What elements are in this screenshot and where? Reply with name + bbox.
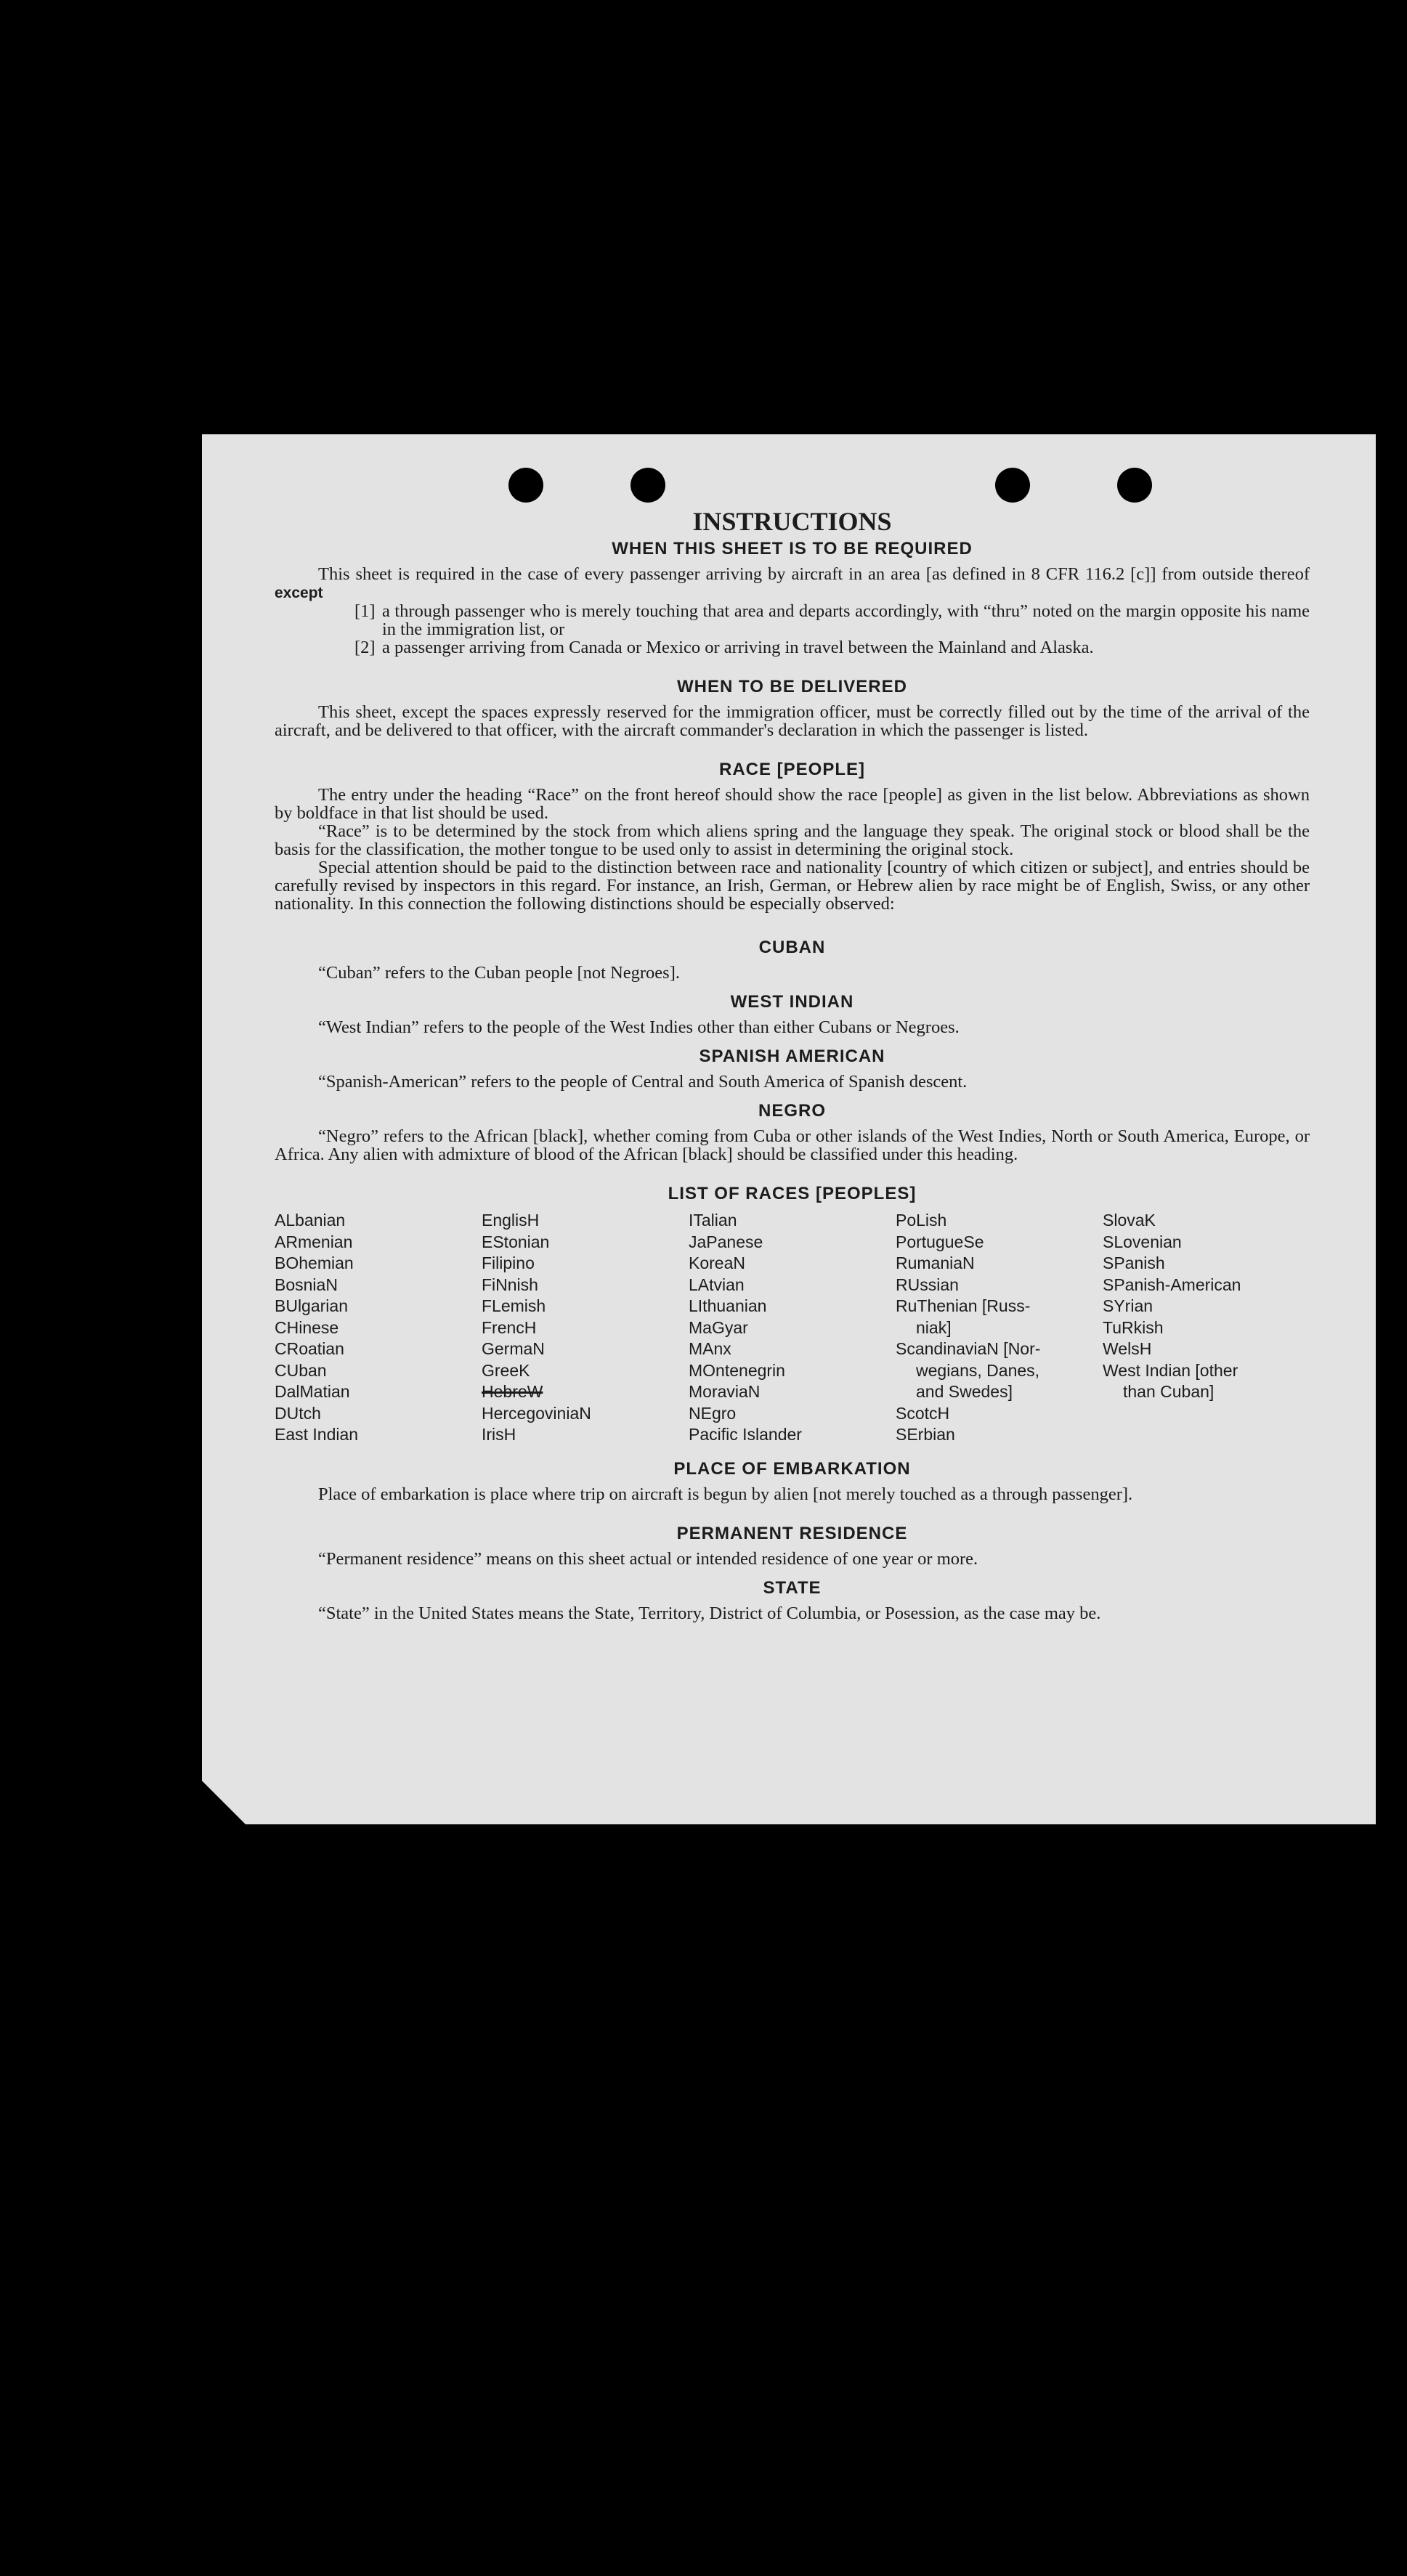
race-item: DalMatian bbox=[275, 1382, 350, 1401]
race-paragraph-3: Special attention should be paid to the distinction between race and nationality [country of which citizen or subject], and entries should be carefully revised by inspectors in this regard. For instance, an Irish, German, or Hebrew alien by race might be of English, Swiss, or any other nationality. In this connection the following distinctions should be especially observed: bbox=[275, 858, 1310, 914]
residence-paragraph: “Permanent residence” means on this sheet actual or intended residence of one year or more. bbox=[318, 1548, 978, 1569]
heading-state: STATE bbox=[763, 1577, 822, 1598]
race-item: CRoatian bbox=[275, 1339, 344, 1358]
required-text: This sheet is required in the case of every passenger arriving by aircraft in an area [as defined in 8 CFR 116.2 [c]] from outside thereof bbox=[318, 564, 1310, 584]
race-item: MoraviaN bbox=[689, 1382, 761, 1401]
race-item: JaPanese bbox=[689, 1232, 763, 1251]
race-item: FLemish bbox=[482, 1296, 546, 1315]
race-item: RuThenian [Russ- bbox=[896, 1296, 1031, 1315]
race-item: MOntenegrin bbox=[689, 1360, 785, 1380]
race-item: BosniaN bbox=[275, 1275, 338, 1294]
race-item: and Swedes] bbox=[916, 1382, 1013, 1401]
races-column-1 bbox=[275, 1210, 482, 1446]
heading-west-indian: WEST INDIAN bbox=[730, 992, 854, 1012]
list-item bbox=[354, 602, 1310, 638]
race-item: than Cuban] bbox=[1123, 1382, 1215, 1401]
race-item: BOhemian bbox=[275, 1254, 354, 1272]
race-item: HercegoviniaN bbox=[482, 1403, 591, 1423]
race-item: KoreaN bbox=[689, 1254, 745, 1272]
heading-cuban: CUBAN bbox=[758, 938, 826, 957]
spanish-american-paragraph: “Spanish-American” refers to the people of Central and South America of Spanish descent. bbox=[318, 1072, 968, 1092]
heading-spanish-american: SPANISH AMERICAN bbox=[699, 1047, 885, 1066]
required-except: except bbox=[275, 585, 323, 601]
race-item: Filipino bbox=[482, 1254, 535, 1272]
state-paragraph: “State” in the United States means the State, Territory, District of Columbia, or Posession, as the case may be. bbox=[318, 1603, 1101, 1623]
race-item: ITalian bbox=[689, 1211, 737, 1230]
heading-embarkation: PLACE OF EMBARKATION bbox=[673, 1458, 911, 1479]
race-item: East Indian bbox=[275, 1425, 359, 1444]
race-item: WelsH bbox=[1103, 1339, 1152, 1358]
required-paragraph bbox=[275, 565, 1310, 602]
heading-required: WHEN THIS SHEET IS TO BE REQUIRED bbox=[612, 539, 973, 558]
race-item: SPanish bbox=[1103, 1254, 1165, 1272]
race-item: niak] bbox=[916, 1317, 952, 1337]
heading-residence: PERMANENT RESIDENCE bbox=[676, 1523, 908, 1543]
race-item: PortugueSe bbox=[896, 1232, 984, 1251]
race-item: NEgro bbox=[689, 1403, 737, 1423]
race-paragraph-1: The entry under the heading “Race” on the front hereof should show the race [people] as given in the list below. Abbreviations as shown by boldface in that list should be used. bbox=[275, 785, 1310, 823]
list-item-text: a passenger arriving from Canada or Mexico or arriving in travel between the Mainland and Alaska. bbox=[382, 638, 1094, 657]
races-column-4 bbox=[896, 1210, 1103, 1446]
race-item: PoLish bbox=[896, 1211, 947, 1230]
race-item: HebreW bbox=[482, 1382, 543, 1401]
race-item: GreeK bbox=[482, 1360, 530, 1380]
list-item-text: a through passenger who is merely touching that area and departs accordingly, with “thru” noted on the margin opposite his name in the immigration list, or bbox=[382, 601, 1310, 639]
race-item: EnglisH bbox=[482, 1211, 540, 1230]
race-item: MaGyar bbox=[689, 1317, 748, 1337]
punch-hole bbox=[630, 468, 665, 503]
race-item: SLovenian bbox=[1103, 1232, 1182, 1251]
race-item: IrisH bbox=[482, 1425, 516, 1444]
race-item: DUtch bbox=[275, 1403, 321, 1423]
west-indian-paragraph: “West Indian” refers to the people of the West Indies other than either Cubans or Negroes. bbox=[318, 1017, 960, 1037]
embarkation-paragraph: Place of embarkation is place where trip on aircraft is begun by alien [not merely touched as a through passenger]. bbox=[318, 1484, 1133, 1504]
race-item: LIthuanian bbox=[689, 1296, 767, 1315]
heading-race: RACE [PEOPLE] bbox=[718, 760, 865, 779]
races-column-3 bbox=[689, 1210, 896, 1446]
race-item: CUban bbox=[275, 1360, 327, 1380]
race-item: SYrian bbox=[1103, 1296, 1153, 1315]
race-item: MAnx bbox=[689, 1339, 731, 1358]
delivered-paragraph: This sheet, except the spaces expressly reserved for the immigration officer, must be correctly filled out by the time of the arrival of the aircraft, and be delivered to that officer, with the aircraft commander's declaration in which the passenger is listed. bbox=[275, 702, 1310, 740]
race-item: West Indian [other bbox=[1103, 1360, 1238, 1380]
page-corner-cut bbox=[202, 1781, 246, 1824]
race-item: FiNnish bbox=[482, 1275, 538, 1294]
race-item: EStonian bbox=[482, 1232, 550, 1251]
race-item: TuRkish bbox=[1103, 1317, 1164, 1337]
list-item-number: [2] bbox=[354, 638, 376, 657]
race-item: ScandinaviaN [Nor- bbox=[896, 1339, 1041, 1358]
races-list bbox=[275, 1210, 1310, 1446]
race-item: SPanish-American bbox=[1103, 1275, 1241, 1294]
race-item: RumaniaN bbox=[896, 1254, 975, 1272]
cuban-paragraph: “Cuban” refers to the Cuban people [not Negroes]. bbox=[318, 963, 680, 983]
heading-negro: NEGRO bbox=[758, 1101, 826, 1121]
race-item: ScotcH bbox=[896, 1403, 950, 1423]
document-page bbox=[202, 434, 1376, 1824]
race-item: CHinese bbox=[275, 1317, 339, 1337]
races-column-5 bbox=[1103, 1210, 1310, 1446]
heading-races-list: LIST OF RACES [PEOPLES] bbox=[668, 1184, 917, 1203]
negro-paragraph: “Negro” refers to the African [black], whether coming from Cuba or other islands of the West Indies, North or South America, Europe, or Africa. Any alien with admixture of blood of the African [black] should be classified under this heading. bbox=[275, 1126, 1310, 1164]
race-item: BUlgarian bbox=[275, 1296, 348, 1315]
heading-delivered: WHEN TO BE DELIVERED bbox=[677, 677, 907, 696]
punch-hole bbox=[508, 468, 543, 503]
race-item: wegians, Danes, bbox=[916, 1360, 1040, 1380]
required-exceptions-list bbox=[354, 602, 1310, 657]
race-item: GermaN bbox=[482, 1339, 545, 1358]
race-item: ARmenian bbox=[275, 1232, 353, 1251]
race-item: RUssian bbox=[896, 1275, 959, 1294]
page-title: INSTRUCTIONS bbox=[692, 507, 892, 536]
punch-hole bbox=[995, 468, 1030, 503]
race-item: SErbian bbox=[896, 1425, 955, 1444]
race-item: FrencH bbox=[482, 1317, 537, 1337]
race-paragraph-2: “Race” is to be determined by the stock from which aliens spring and the language they speak. The original stock or blood shall be the basis for the classification, the mother tongue to be used only to assist in determining the original stock. bbox=[275, 821, 1310, 859]
race-item: LAtvian bbox=[689, 1275, 745, 1294]
race-item: ALbanian bbox=[275, 1211, 346, 1230]
punch-hole bbox=[1117, 468, 1152, 503]
race-item: Pacific Islander bbox=[689, 1425, 802, 1444]
list-item-number: [1] bbox=[354, 601, 376, 621]
races-column-2 bbox=[482, 1210, 689, 1446]
instructions-content bbox=[275, 507, 1310, 1622]
list-item bbox=[354, 638, 1310, 657]
race-item: SlovaK bbox=[1103, 1211, 1156, 1230]
